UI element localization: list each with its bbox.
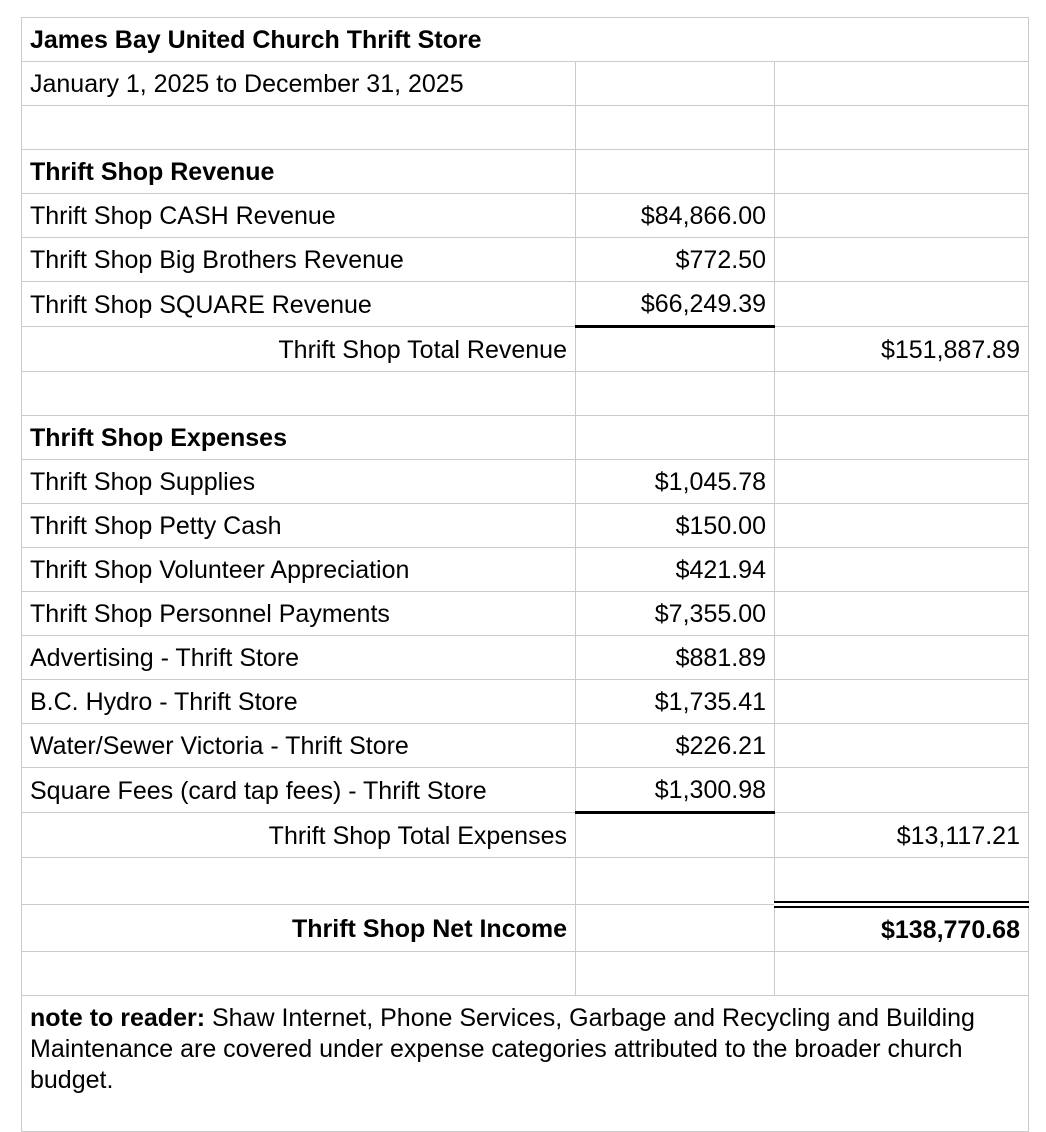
line-item-label-cell: Thrift Shop Personnel Payments bbox=[22, 592, 576, 636]
empty-cell bbox=[576, 416, 775, 460]
line-item-amount-cell: $772.50 bbox=[576, 238, 775, 282]
table-row bbox=[22, 416, 1029, 460]
net-income-label-cell: Thrift Shop Net Income bbox=[22, 905, 576, 952]
total-label-cell: Thrift Shop Total Revenue bbox=[22, 327, 576, 372]
empty-cell bbox=[775, 636, 1029, 680]
empty-cell bbox=[775, 858, 1029, 905]
empty-cell bbox=[22, 106, 576, 150]
net-income-amount-cell: $138,770.68 bbox=[775, 905, 1029, 952]
empty-cell bbox=[775, 238, 1029, 282]
table-row bbox=[22, 724, 1029, 768]
line-item-label-cell: Thrift Shop Petty Cash bbox=[22, 504, 576, 548]
table-row bbox=[22, 106, 1029, 150]
line-item-amount-cell: $1,300.98 bbox=[576, 768, 775, 813]
table-row bbox=[22, 813, 1029, 858]
line-item-label-cell: Water/Sewer Victoria - Thrift Store bbox=[22, 724, 576, 768]
line-item-amount-cell: $1,735.41 bbox=[576, 680, 775, 724]
table-row bbox=[22, 680, 1029, 724]
line-item-label-cell: B.C. Hydro - Thrift Store bbox=[22, 680, 576, 724]
report-period: January 1, 2025 to December 31, 2025 bbox=[22, 62, 576, 106]
empty-cell bbox=[775, 592, 1029, 636]
line-item-label-cell: Thrift Shop Supplies bbox=[22, 460, 576, 504]
table-row bbox=[22, 548, 1029, 592]
section-header-cell: Thrift Shop Expenses bbox=[22, 416, 576, 460]
total-amount-cell: $151,887.89 bbox=[775, 327, 1029, 372]
empty-cell bbox=[775, 150, 1029, 194]
line-item-label-cell: Advertising - Thrift Store bbox=[22, 636, 576, 680]
empty-cell bbox=[775, 548, 1029, 592]
empty-cell bbox=[775, 680, 1029, 724]
empty-cell bbox=[775, 194, 1029, 238]
empty-cell bbox=[775, 768, 1029, 813]
empty-cell bbox=[576, 62, 775, 106]
line-item-label-cell: Square Fees (card tap fees) - Thrift Store bbox=[22, 768, 576, 813]
empty-cell bbox=[775, 460, 1029, 504]
line-item-amount-cell: $226.21 bbox=[576, 724, 775, 768]
line-item-label-cell: Thrift Shop Big Brothers Revenue bbox=[22, 238, 576, 282]
empty-cell bbox=[576, 905, 775, 952]
table-row bbox=[22, 372, 1029, 416]
report-title: James Bay United Church Thrift Store bbox=[22, 18, 1029, 62]
line-item-amount-cell: $7,355.00 bbox=[576, 592, 775, 636]
empty-cell bbox=[576, 372, 775, 416]
table-row bbox=[22, 996, 1029, 1132]
line-item-amount-cell: $84,866.00 bbox=[576, 194, 775, 238]
empty-cell bbox=[576, 150, 775, 194]
line-item-amount-cell: $66,249.39 bbox=[576, 282, 775, 327]
empty-cell bbox=[576, 813, 775, 858]
total-label-cell: Thrift Shop Total Expenses bbox=[22, 813, 576, 858]
empty-cell bbox=[576, 327, 775, 372]
line-item-amount-cell: $881.89 bbox=[576, 636, 775, 680]
line-item-label-cell: Thrift Shop SQUARE Revenue bbox=[22, 282, 576, 327]
table-row bbox=[22, 282, 1029, 327]
table-row bbox=[22, 327, 1029, 372]
note-body: Shaw Internet, Phone Services, Garbage and Recycling and Building Maintenance are covered under expense categories attributed to the broader church budget. bbox=[30, 1004, 975, 1094]
table-row bbox=[22, 18, 1029, 62]
empty-cell bbox=[775, 416, 1029, 460]
table-row bbox=[22, 768, 1029, 813]
table-row bbox=[22, 194, 1029, 238]
empty-cell bbox=[775, 106, 1029, 150]
table-row bbox=[22, 858, 1029, 905]
statement-table-body bbox=[22, 18, 1029, 1132]
note-to-reader bbox=[30, 1003, 975, 1096]
table-row bbox=[22, 504, 1029, 548]
line-item-amount-cell: $150.00 bbox=[576, 504, 775, 548]
empty-cell bbox=[22, 858, 576, 905]
financial-statement-table bbox=[21, 17, 1029, 1132]
line-item-amount-cell: $421.94 bbox=[576, 548, 775, 592]
empty-cell bbox=[576, 858, 775, 905]
table-row bbox=[22, 592, 1029, 636]
table-row bbox=[22, 460, 1029, 504]
line-item-amount-cell: $1,045.78 bbox=[576, 460, 775, 504]
total-amount-cell: $13,117.21 bbox=[775, 813, 1029, 858]
line-item-label-cell: Thrift Shop CASH Revenue bbox=[22, 194, 576, 238]
empty-cell bbox=[775, 372, 1029, 416]
table-row bbox=[22, 238, 1029, 282]
empty-cell bbox=[775, 504, 1029, 548]
empty-cell bbox=[775, 724, 1029, 768]
note-cell bbox=[22, 996, 1029, 1132]
table-row bbox=[22, 952, 1029, 996]
empty-cell bbox=[22, 372, 576, 416]
line-item-label-cell: Thrift Shop Volunteer Appreciation bbox=[22, 548, 576, 592]
table-row bbox=[22, 150, 1029, 194]
empty-cell bbox=[775, 952, 1029, 996]
empty-cell bbox=[22, 952, 576, 996]
section-header-cell: Thrift Shop Revenue bbox=[22, 150, 576, 194]
note-lead-in: note to reader: bbox=[30, 1004, 206, 1032]
empty-cell bbox=[775, 282, 1029, 327]
table-row bbox=[22, 905, 1029, 952]
table-row bbox=[22, 62, 1029, 106]
empty-cell bbox=[576, 952, 775, 996]
empty-cell bbox=[775, 62, 1029, 106]
table-row bbox=[22, 636, 1029, 680]
empty-cell bbox=[576, 106, 775, 150]
